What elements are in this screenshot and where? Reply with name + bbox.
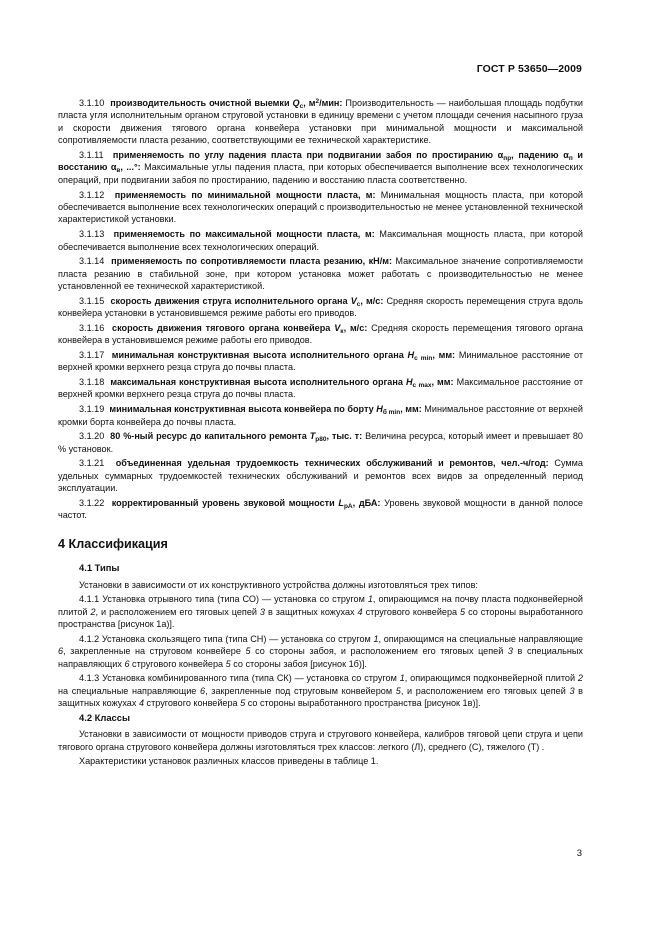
clause-number: 3.1.20	[79, 431, 105, 442]
clause-number: 3.1.21	[79, 458, 105, 469]
section-heading-classification: 4 Классификация	[58, 536, 168, 551]
definition-text: Средняя скорость перемещения тягового органа конвейера в установившемся режиме работы его приводов.	[58, 322, 583, 346]
page-number: 3	[576, 848, 582, 859]
definition-text: Минимальное расстояние от верхней кромки верхнего резца струга до почвы пласта.	[58, 349, 584, 373]
definition-3-1-17	[58, 349, 583, 374]
definition-3-1-18	[58, 376, 583, 401]
clause-number: 3.1.11	[79, 150, 104, 160]
subsection-heading-classes: 4.2 Классы	[79, 711, 130, 723]
term: корректированный уровень звуковой мощности $L_{рА}$, дБА:	[111, 497, 381, 510]
clause-number: 3.1.19	[79, 404, 105, 415]
definition-text: Средняя скорость перемещения струга вдоль конвейера установки в установившемся режиме работы его приводов.	[58, 295, 583, 319]
clause-4-1-1: 4.1.1 Установка отрывного типа (типа СО) — установка со стругом 1, опирающимся на почву пласта подконвейерной плитой 2, и расположением его тяговых цепей 3 в защитных кожухах 4 стругового конвейера 5 со стороны выработанного пространства [рисунок 1а)].	[58, 594, 583, 630]
clause-4-1-2: 4.1.2 Установка скользящего типа (типа СН) — установка со стругом 1, опирающимся на специальные направляющие 6, закрепленные на струговом конвейере 5 со стороны забоя, и расположением его тяговых цепей 3 в специальных направляющих 6 стругового конвейера 5 со стороны забоя [рисунок 1б)].	[58, 633, 583, 669]
definition-text: Величина ресурса, который имеет и превышает 80 % установок.	[58, 431, 583, 454]
term: применяемость по максимальной мощности пласта, м:	[113, 229, 375, 240]
types-intro: Установки в зависимости от их конструктивного устройства должны изготовляться трех типов:	[79, 579, 478, 590]
definition-3-1-15	[58, 295, 583, 320]
clause-number: 3.1.14	[79, 256, 105, 267]
clause-number: 3.1.15	[79, 295, 105, 306]
definition-3-1-13	[58, 228, 583, 253]
clause-number: 3.1.22	[79, 497, 105, 508]
term: применяемость по сопротивляемости пласта резанию, кН/м:	[111, 256, 392, 267]
term: скорость движения тягового органа конвейера $V_к$, м/с:	[112, 322, 368, 335]
term: минимальная конструктивная высота конвейера по борту $H_{б min}$, мм:	[109, 404, 422, 417]
subsection-heading-types: 4.1 Типы	[79, 562, 120, 574]
clause-number: 3.1.17	[79, 349, 105, 360]
definition-text: Максимальное расстояние от верхней кромки верхнего резца струга до почвы пласта.	[58, 377, 584, 400]
definition-3-1-19	[58, 403, 583, 428]
term: применяемость по углу падения пласта при подвигании забоя по простиранию $\alpha_{пр}$, падению $\alpha_п$ и восстанию $\alpha_в$, ...°:	[58, 150, 584, 175]
definition-3-1-20	[58, 430, 583, 455]
clause-number: 3.1.18	[79, 377, 105, 388]
clause-4-1-3: 4.1.3 Установка комбинированного типа (типа СК) — установка со стругом 1, опирающимся подконвейерной плитой 2 на специальные направляющие 6, закрепленные под струговым конвейером 5, и расположением его тяговых цепей 3 в защитных кожухах 4 стругового конвейера 5 со стороны выработанного пространства [рисунок 1в)].	[58, 673, 584, 709]
definition-3-1-16	[58, 322, 583, 347]
definition-text: Сумма удельных суммарных трудоемкостей технических обслуживаний и ремонтов всех видов за определенный период эксплуатации.	[58, 458, 583, 494]
definition-text: Минимальное расстояние от верхней кромки борта конвейера до почвы пласта.	[58, 404, 584, 427]
term: объединенная удельная трудоемкость технических обслуживаний и ремонтов, чел.-ч/год:	[115, 458, 549, 469]
definition-text: Максимальные углы падения пласта, при которых обеспечивается выполнение всех технологических операций, при подвигании забоя по простиранию, падению и восстанию пласта соответственно.	[58, 162, 583, 185]
definition-3-1-21	[58, 457, 583, 494]
classes-text: Установки в зависимости от мощности приводов струга и стругового конвейера, калибров тяговой цепи струга и цепи тягового органа стругового конвейера должны изготовляться трех классов: легкого (Л), среднего (С), тяжелого (Т) .	[58, 729, 583, 752]
definition-text: Максимальное значение сопротивляемости пласта резанию в стабильной зоне, при котором установка может работать с производительностью не менее установленной ее технической характеристикой.	[58, 256, 583, 292]
term: применяемость по минимальной мощности пласта, м:	[114, 189, 376, 200]
classes-table-reference: Характеристики установок различных классов приведены в таблице 1.	[79, 756, 379, 767]
definition-3-1-22	[58, 497, 583, 522]
term: минимальная конструктивная высота исполнительного органа $H_{c min}$, мм:	[111, 349, 456, 362]
document-header: ГОСТ Р 53650—2009	[476, 63, 582, 75]
clause-number: 3.1.10	[79, 98, 105, 108]
definition-text: Минимальная мощность пласта, при которой обеспечивается выполнение всех технологических операций с производительностью не менее установленной технической характеристикой установки.	[58, 189, 583, 225]
document-body	[58, 97, 583, 770]
clause-number: 3.1.12	[79, 189, 105, 200]
clause-number: 3.1.13	[79, 229, 105, 240]
definition-text: Производительность — наибольшая площадь подбутки пласта угля исполнительным органом струговой установки в единицу времени с учетом площади сечения насыпного груза и скорости движения тягового органа конвейера установки при минимальной мощности и максимальной сопротивляемости пласта резанию, соответствующими ее технической характеристике.	[58, 98, 584, 146]
definition-3-1-10	[58, 97, 583, 147]
definition-3-1-12	[58, 189, 583, 226]
definition-text: Уровень звуковой мощности в данной полосе частот.	[58, 497, 583, 521]
definition-3-1-11	[58, 149, 583, 186]
term: максимальная конструктивная высота исполнительного органа $H_{c max}$, мм:	[110, 377, 454, 390]
clause-number: 3.1.16	[79, 322, 105, 333]
term: производительность очистной выемки $Q_c$, $м^2$/мин:	[110, 98, 343, 110]
definition-text: Максимальная мощность пласта, при которой обеспечивается выполнение всех технологических операций.	[58, 229, 583, 252]
definition-3-1-14	[58, 255, 583, 292]
term: скорость движения струга исполнительного органа $V_c$, м/с:	[110, 295, 384, 308]
term: 80 %-ный ресурс до капитального ремонта $T_{р80}$, тыс. т:	[110, 431, 363, 444]
